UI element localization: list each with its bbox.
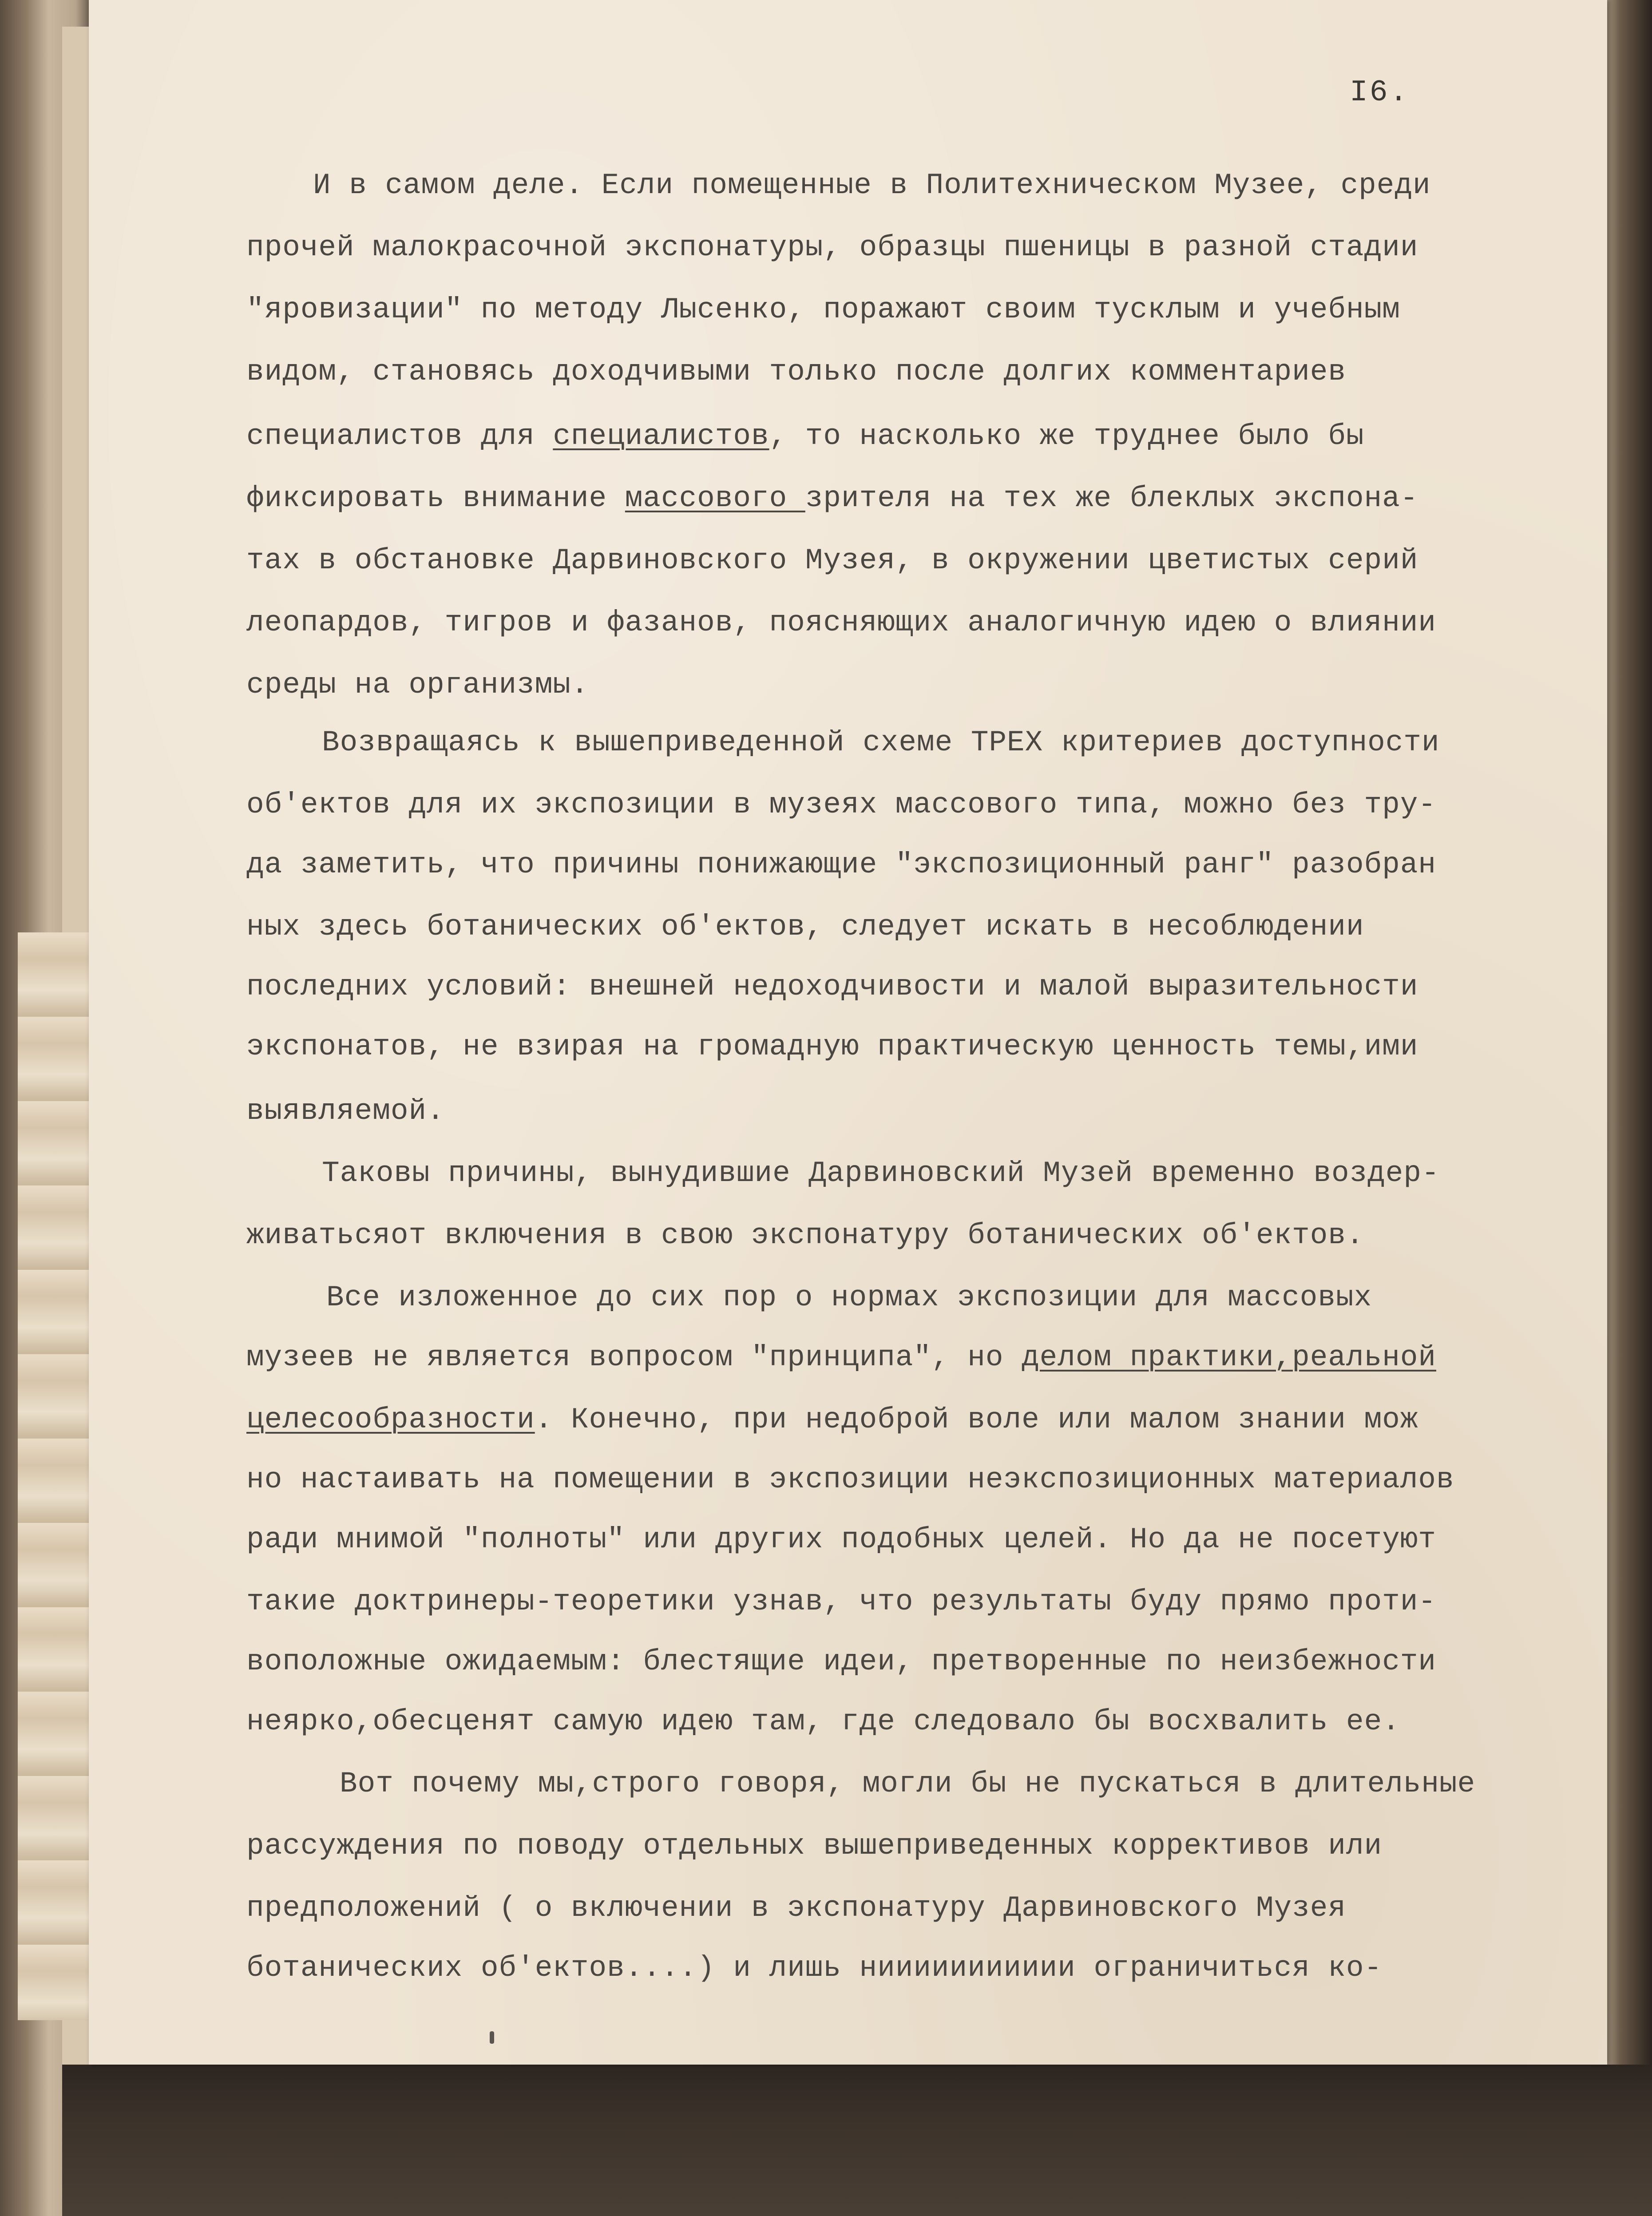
bottom-background <box>62 2065 1652 2216</box>
text-line: тах в обстановке Дарвиновского Музея, в окружении цветистых серий <box>246 544 1418 577</box>
text-line: И в самом деле. Если помещенные в Политехническом Музее, среди <box>313 169 1431 202</box>
text-line: выявляемой. <box>246 1094 445 1128</box>
line-text: , то насколько же труднее было бы <box>769 420 1364 453</box>
ink-mark <box>490 2031 494 2044</box>
line-text: музеев не является вопросом "принципа", но <box>246 1341 1022 1374</box>
text-line: прочей малокрасочной экспонатуры, образцы пшеницы в разной стадии <box>246 231 1418 264</box>
text-line: Таковы причины, вынудившие Дарвиновский Музей временно воздер- <box>322 1157 1440 1190</box>
text-line: но настаивать на помещении в экспозиции неэкспозиционных материалов <box>246 1463 1454 1496</box>
underlined-phrase: целесообразности <box>246 1403 535 1436</box>
text-line: воположные ожидаемым: блестящие идеи, претворенные по неизбежности <box>246 1645 1437 1678</box>
underlined-phrase: делом практики,реальной <box>1022 1341 1437 1374</box>
line-text: специалистов для <box>246 420 553 453</box>
text-line: последних условий: внешней недоходчивости и малой выразительности <box>246 970 1418 1003</box>
text-line <box>246 1403 1561 1436</box>
text-line: ных здесь ботанических об'ектов, следует искать в несоблюдении <box>246 910 1364 943</box>
text-line: рассуждения по поводу отдельных вышеприведенных коррективов или <box>246 1829 1383 1863</box>
text-line: видом, становясь доходчивыми только после долгих комментариев <box>246 355 1346 388</box>
underlined-phrase: специалистов <box>553 420 769 453</box>
text-line: Вот почему мы,строго говоря, могли бы не пускаться в длительные <box>340 1767 1476 1800</box>
text-line: "яровизации" по методу Лысенко, поражают своим тусклым и учебным <box>246 293 1400 326</box>
text-line: Возвращаясь к вышеприведенной схеме ТРЕХ критериев доступности <box>322 726 1440 759</box>
line-text: зрителя на тех же блеклых экспона- <box>805 482 1418 515</box>
text-line: среды на организмы. <box>246 668 589 702</box>
text-line: ради мнимой "полноты" или других подобных целей. Но да не посетуют <box>246 1523 1437 1556</box>
text-line: ботанических об'ектов....) и лишь ниииииииииии ограничиться ко- <box>246 1951 1383 1985</box>
text-line: предположений ( о включении в экспонатуру Дарвиновского Музея <box>246 1891 1346 1925</box>
text-line: живатьсяот включения в свою экспонатуру ботанических об'ектов. <box>246 1219 1364 1252</box>
text-line: экспонатов, не взирая на громадную практическую ценность темы,ими <box>246 1030 1418 1063</box>
text-line: Все изложенное до сих пор о нормах экспозиции для массовых <box>326 1281 1372 1314</box>
text-line <box>246 482 1561 515</box>
underlined-phrase: массового <box>625 482 805 515</box>
text-line: неярко,обесценят самую идею там, где следовало бы восхвалить ее. <box>246 1705 1400 1738</box>
text-line <box>246 420 1561 453</box>
text-line: леопардов, тигров и фазанов, поясняющих аналогичную идею о влиянии <box>246 606 1437 639</box>
torn-left-edge <box>18 932 91 2020</box>
text-line: такие доктринеры-теоретики узнав, что результаты буду прямо проти- <box>246 1585 1437 1618</box>
line-text: фиксировать внимание <box>246 482 625 515</box>
line-text: . Конечно, при недоброй воле или малом знании мож <box>535 1403 1418 1436</box>
text-line <box>246 1341 1561 1374</box>
text-line: да заметить, что причины понижающие "экспозиционный ранг" разобран <box>246 848 1437 881</box>
page-number: I6. <box>1350 75 1410 110</box>
text-line: об'ектов для их экспозиции в музеях массового типа, можно без тру- <box>246 788 1437 821</box>
